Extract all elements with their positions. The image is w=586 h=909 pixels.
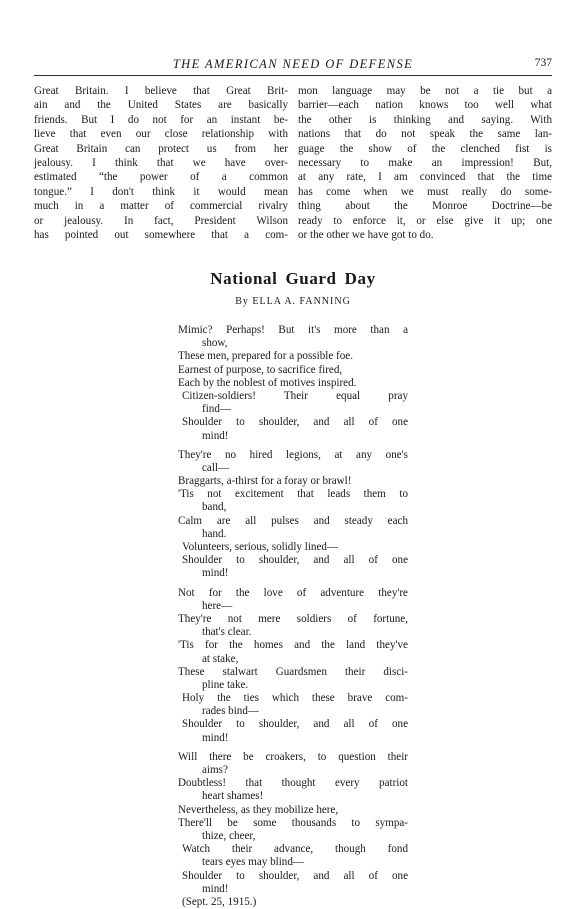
poem-line: These men, prepared for a possible foe. (178, 350, 353, 363)
poem-line: These stalwart Guardsmen their disci- (178, 665, 408, 678)
poem-line: aims? (202, 764, 228, 776)
poem-line: 'Tis for the homes and the land they've (178, 639, 408, 652)
text-line: nations that do not speak the same lan- (298, 128, 552, 141)
text-line: has come when we must really do some- (298, 185, 552, 198)
poem-line: Citizen-soldiers! Their equal pray (182, 389, 408, 402)
poem-line: Mimic? Perhaps! But it's more than a (178, 324, 408, 336)
poem-line: band, (202, 501, 227, 514)
poem-line: at stake, (202, 652, 239, 665)
poem-line: Shoulder to shoulder, and all of one (182, 869, 408, 882)
poem-line: Braggarts, a-thirst for a foray or brawl! (178, 475, 352, 488)
poem-title-word: Day (344, 269, 376, 288)
poem-line: Holy the ties which these brave com- (182, 692, 408, 705)
poem-line: heart shames! (202, 790, 264, 803)
poem-title-word: Guard (285, 269, 337, 288)
poem-line: Nevertheless, as they mobilize here, (178, 803, 339, 816)
poem-byline: By ELLA A. FANNING (235, 296, 351, 307)
poem-title-word: National (210, 269, 278, 288)
article-right-column (298, 84, 552, 242)
text-line: has pointed out somewhere that a com- (34, 228, 288, 241)
text-line: estimated “the power of a common (34, 171, 288, 184)
poem-line: Each by the noblest of motives inspired. (178, 376, 357, 389)
poem-line: hand. (202, 527, 227, 540)
text-line: the other is thinking and saying. With (298, 113, 552, 126)
text-line: barrier—each nation knows too well what (298, 99, 552, 112)
text-line: ready to enforce it, or else give it up; one (298, 214, 552, 227)
text-line: jealousy. I think that we have over- (34, 156, 288, 169)
poem-line: They're not mere soldiers of fortune, (178, 612, 408, 625)
poem-line: Watch their advance, though fond (182, 843, 408, 856)
poem-line: Doubtless! that thought every patriot (178, 777, 408, 790)
running-title: THE AMERICAN NEED OF DEFENSE (172, 57, 414, 71)
text-line: thing about the Monroe Doctrine—be (298, 200, 552, 213)
page-number: 737 (534, 57, 552, 69)
running-head (34, 57, 552, 76)
text-line: or jealousy. In fact, President Wilson (34, 214, 288, 227)
text-line: mon language may be not a tie but a (298, 85, 552, 97)
poem-line: 'Tis not excitement that leads them to (178, 488, 408, 501)
text-line: friends. But I do not for an instant be- (34, 113, 288, 126)
text-line: much in a matter of commercial rivalry (34, 200, 288, 213)
poem-line: thize, cheer, (202, 829, 256, 842)
poem-line: Shoulder to shoulder, and all of one (182, 718, 408, 731)
poem-line: Volunteers, serious, solidly lined— (182, 541, 339, 553)
text-line: Great Britain can protect us from her (34, 142, 288, 155)
poem-line: mind! (202, 882, 229, 895)
poem-line: mind! (202, 731, 229, 744)
text-line: Great Britain. I believe that Great Brit- (34, 85, 288, 97)
poem-line: find— (202, 403, 231, 416)
poem-line: call— (202, 461, 230, 474)
poem-line: Shoulder to shoulder, and all of one (182, 554, 408, 567)
poem-line: tears eyes may blind— (202, 856, 304, 869)
text-line: tongue.” I don't think it would mean (34, 185, 288, 198)
article-left-column (34, 84, 288, 242)
poem-line: mind! (202, 429, 229, 442)
poem-line: that's clear. (202, 626, 252, 639)
text-line: guage the show of the clenched fist is (298, 142, 552, 155)
poem-line: There'll be some thousands to sympa- (178, 816, 408, 829)
text-line: at any rate, I am convinced that the time (298, 171, 552, 184)
poem-line: Earnest of purpose, to sacrifice fired, (178, 363, 343, 376)
poem-line: rades bind— (202, 705, 259, 718)
poem-line: here— (202, 599, 233, 612)
poem-title (0, 269, 586, 289)
poem-line: Not for the love of adventure they're (178, 586, 408, 599)
text-line: necessary to make an impression! But, (298, 156, 552, 169)
poem-line: Calm are all pulses and steady each (178, 514, 408, 527)
text-line: lieve that even our close relationship with (34, 128, 288, 141)
poem-date: (Sept. 25, 1915.) (182, 895, 257, 908)
poem-line: They're no hired legions, at any one's (178, 448, 408, 461)
poem-line: mind! (202, 567, 229, 580)
poem-body (178, 324, 408, 909)
text-line: ain and the United States are basically (34, 99, 288, 112)
poem-line: Shoulder to shoulder, and all of one (182, 416, 408, 429)
poem-line: show, (202, 337, 228, 350)
poem-line: pline take. (202, 678, 249, 691)
poem-line: Will there be croakers, to question their (178, 750, 408, 763)
text-line: or the other we have got to do. (298, 228, 434, 241)
